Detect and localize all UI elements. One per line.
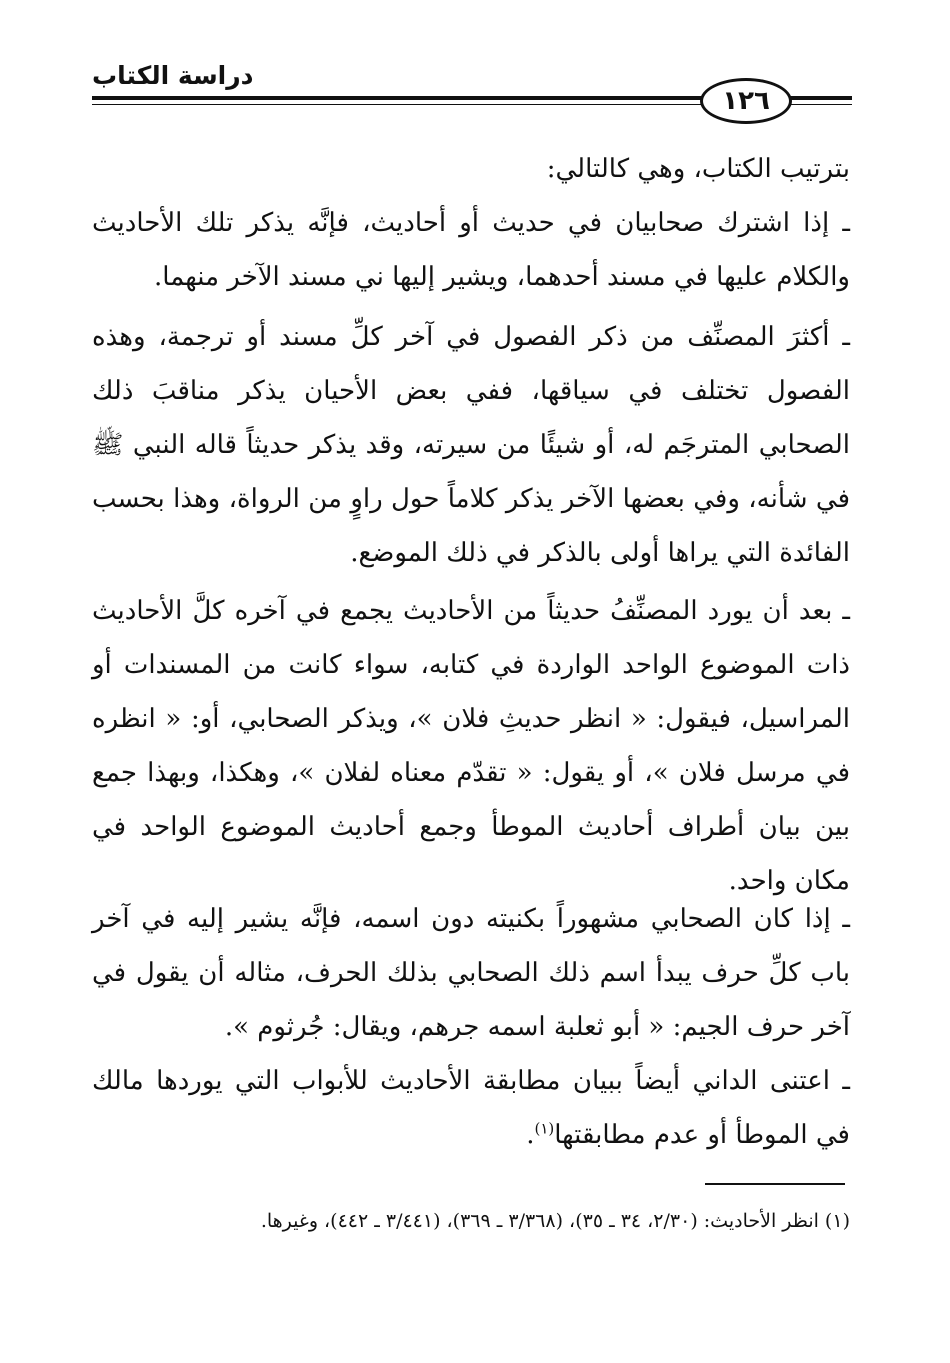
header-rule-right-thin (790, 104, 852, 105)
footnote-text: (١) انظر الأحاديث: (٢/٣٠، ٣٤ ـ ٣٥)، (٣/٣٦٨ ـ ٣٦٩)، (٣/٤٤١ ـ ٤٤٢)، وغيرها. (260, 1210, 850, 1232)
paragraph-end-mark: . (526, 1120, 535, 1150)
paragraph-kunya: ـ إذا كان الصحابي مشهوراً بكنيته دون اسمه، فإنَّه يشير إليه في آخر باب كلِّ حرف يبدأ اسم ذلك الصحابي بذلك الحرف، مثاله أن يقول في آخر حرف الجيم: « أبو ثعلبة اسمه جرهم، ويقال: جُرثوم ». (92, 904, 850, 1042)
page-number-badge: ١٢٦ (700, 78, 792, 124)
header-rule-thin (92, 104, 704, 105)
header-rule (92, 96, 704, 100)
paragraph-chapter-matching (92, 1054, 850, 1162)
footnote-reference[interactable]: (١) (534, 1119, 555, 1138)
paragraph-related-hadith: ـ بعد أن يورد المصنِّفُ حديثاً من الأحاديث يجمع في آخره كلَّ الأحاديث ذات الموضوع الواحد الواردة في كتابه، سواء كانت من المسندات أو المراسيل، فيقول: « انظر حديثِ فلان »، ويذكر الصحابي، أو: « انظره في مرسل فلان »، أو يقول: « تقدّم معناه لفلان »، وهكذا، وبهذا جمع بين بيان أطراف أحاديث الموطأ وجمع أحاديث الموضوع الواحد في مكان واحد. (92, 596, 850, 896)
running-header-title: دراسة الكتاب (92, 61, 254, 90)
header-rule-right (790, 96, 852, 100)
footnote-separator (705, 1183, 845, 1185)
paragraph-intro: بترتيب الكتاب، وهي كالتالي: (546, 154, 850, 184)
paragraph-chapters: ـ أكثرَ المصنِّف من ذكر الفصول في آخر كلِّ مسند أو ترجمة، وهذه الفصول تختلف في سياقها، ففي بعض الأحيان يذكر مناقبَ ذلك الصحابي المترجَم له، أو شيئًا من سيرته، وقد يذكر حديثاً قاله النبي ﷺ في شأنه، وفي بعضها الآخر يذكر كلاماً حول راوٍ من الرواة، وهذا بحسب الفائدة التي يراها أولى بالذكر في ذلك الموضع. (92, 322, 850, 568)
paragraph-chapter-matching-text: ـ اعتنى الداني أيضاً ببيان مطابقة الأحاديث للأبواب التي يوردها مالك في الموطأ أو عدم مطابقتها (92, 1066, 850, 1150)
paragraph-shared-hadith: ـ إذا اشترك صحابيان في حديث أو أحاديث، فإنَّه يذكر تلك الأحاديث والكلام عليها في مسند أحدهما، ويشير إليها ني مسند الآخر منهما. (92, 208, 850, 292)
